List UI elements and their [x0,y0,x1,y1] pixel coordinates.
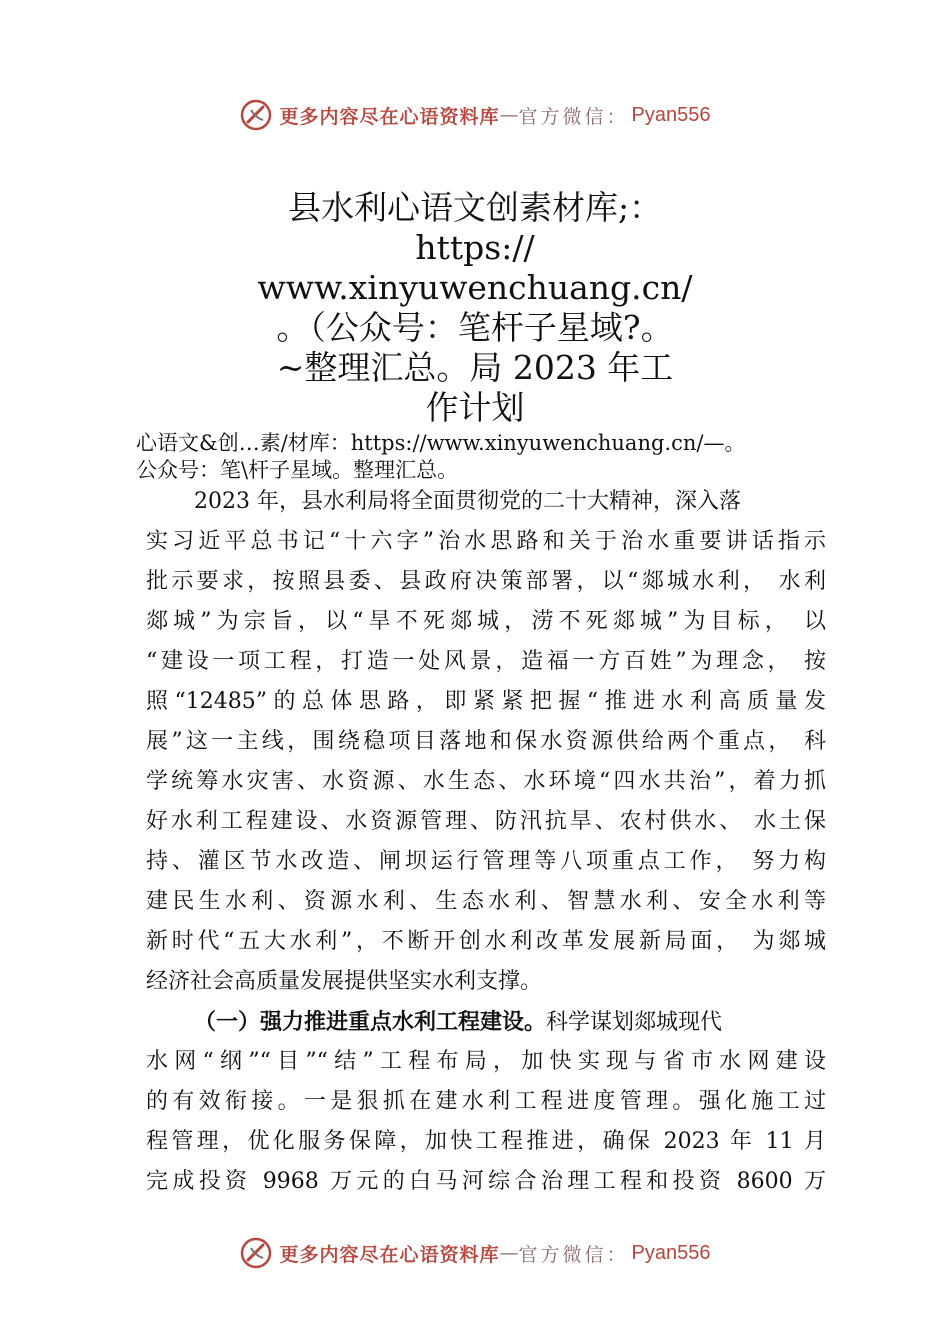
paragraph-line: 实习近平总书记“十六字”治水思路和关于治水重要讲话指示 [146,529,826,554]
section-first-line-text: 科学谋划郯城现代 [546,1010,723,1035]
paragraph-line: 水网“纲”“目”“结”工程布局，加快实现与省市水网建设 [146,1049,826,1074]
paragraph-line: 建民生水利、资源水利、生态水利、智慧水利、安全水利等 [146,889,826,914]
banner-wechat-id: Pyan556 [631,103,711,126]
banner-separator: — [499,104,519,126]
title-line: 县水利心语文创素材库;： [287,188,663,227]
banner-colon: ： [606,105,626,128]
title-line: ~整理汇总。局 2023 年工 [276,348,674,387]
logo-icon [239,1236,273,1270]
paragraph-line: 经济社会高质量发展提供坚实水利支撑。 [146,969,543,994]
paragraph-line: “建设一项工程，打造一处风景，造福一方百姓”为理念， 按 [146,649,826,674]
banner-wechat-id: Pyan556 [631,1241,711,1264]
header-banner [0,95,950,135]
paragraph-line: 程管理，优化服务保障，加快工程推进，确保 2023 年 11 月 [146,1129,826,1154]
title-line: 。（公众号：笔杆子星域?。 [276,308,674,347]
paragraph-line: 的有效衔接。一是狠抓在建水利工程进度管理。强化施工过 [146,1089,826,1114]
banner-label: 官方微信 [518,105,607,128]
document-title [0,188,950,428]
source-note [136,430,936,484]
logo-icon [239,98,273,132]
footer-banner [0,1233,950,1273]
note-line: 公众号：笔\杆子星域。整理汇总。 [136,458,459,482]
paragraph-line: 郯城”为宗旨，以“旱不死郯城，涝不死郯城”为目标， 以 [146,609,826,634]
paragraph-line: 好水利工程建设、水资源管理、防汛抗旱、农村供水、 水土保 [146,809,826,834]
paragraph-line: 完成投资 9968 万元的白马河综合治理工程和投资 8600 万 [146,1169,826,1194]
title-line: www.xinyuwenchuang.cn/ [257,268,693,307]
paragraph-line: 持、灌区节水改造、闸坝运行管理等八项重点工作， 努力构 [146,849,826,874]
note-line: 心语文&创…素/材库：https://www.xinyuwenchuang.cn/—。 [136,431,746,455]
banner-brand-text: 更多内容尽在心语资料库 [279,1243,500,1266]
paragraph-line: 2023 年，县水利局将全面贯彻党的二十大精神，深入落 [194,489,741,514]
paragraph-line: 新时代“五大水利”，不断开创水利改革发展新局面， 为郯城 [146,929,826,954]
paragraph-line: 批示要求，按照县委、县政府决策部署，以“郯城水利， 水利 [146,569,826,594]
banner-label: 官方微信 [518,1243,607,1266]
paragraph-line: 学统筹水灾害、水资源、水生态、水环境“四水共治”，着力抓 [146,769,826,794]
intro-paragraph [146,482,826,1002]
paragraph-line [146,1002,826,1042]
section-heading: （一）强力推进重点水利工程建设。 [194,1009,547,1035]
banner-separator: — [499,1242,519,1264]
section-one-paragraph [146,1002,826,1202]
title-line: 作计划 [425,388,525,427]
paragraph-line: 展”这一主线，围绕稳项目落地和保水资源供给两个重点， 科 [146,729,826,754]
banner-colon: ： [606,1243,626,1266]
paragraph-line: 照“12485”的总体思路，即紧紧把握“推进水利高质量发 [146,689,826,714]
banner-brand-text: 更多内容尽在心语资料库 [279,105,500,128]
title-line: https:// [415,228,535,267]
